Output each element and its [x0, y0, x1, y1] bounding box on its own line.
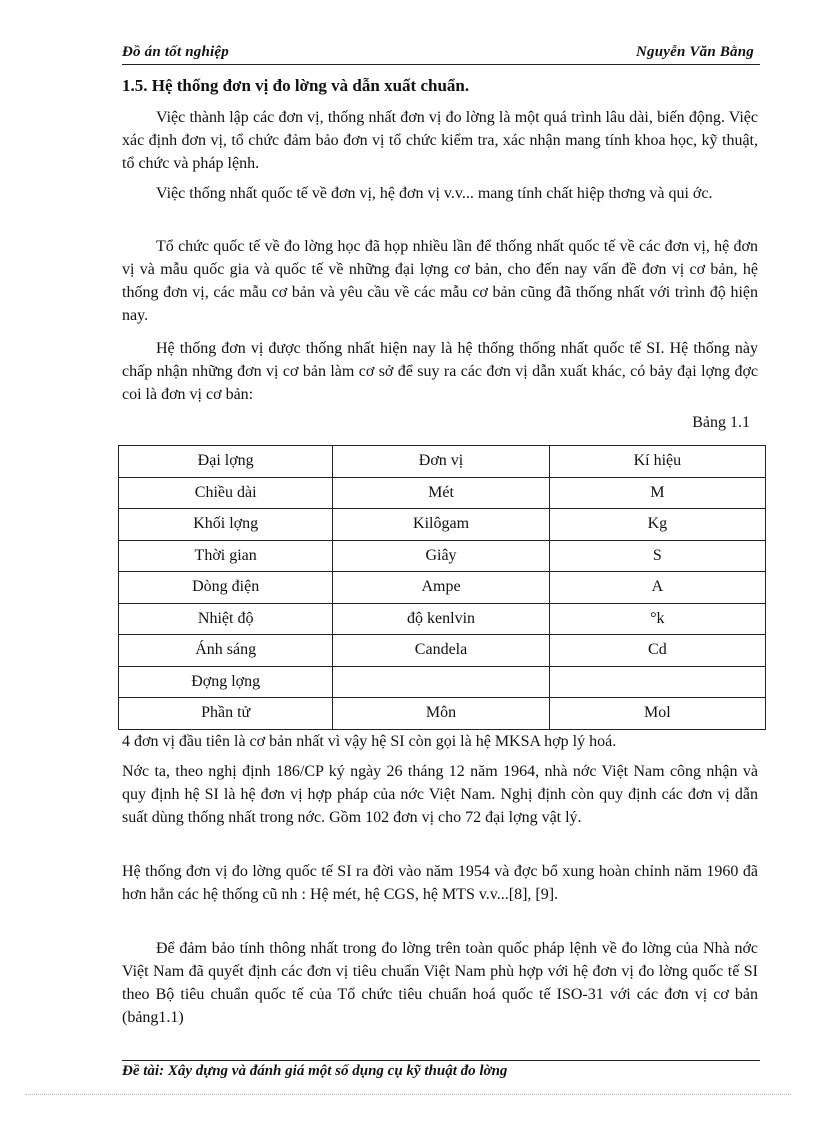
table-cell: Kg	[549, 509, 765, 541]
table-cell: S	[549, 540, 765, 572]
header-cell: Đơn vị	[333, 446, 549, 478]
paragraph-8: Để đảm bảo tính thông nhất trong đo lờng trên toàn quốc pháp lệnh về đo lờng của Nhà nớc Việt Nam đã quyết định các đơn vị tiêu chuẩn Việt Nam phù hợp với hệ đơn vị đo lờng quốc tế SI theo Bộ tiêu chuẩn quốc tế của Tổ chức tiêu chuẩn hoá quốc tế ISO-31 với các đơn vị cơ bản (bảng1.1)	[122, 940, 758, 1026]
header-right-text: Nguyễn Văn Bằng	[635, 44, 754, 60]
table-cell: Mol	[549, 698, 765, 730]
si-units-table	[118, 445, 766, 730]
table-cell: Kilôgam	[333, 509, 549, 541]
table-row	[119, 603, 766, 635]
page-bottom-divider	[25, 1094, 791, 1095]
header-cell: Kí hiệu	[549, 446, 765, 478]
table-cell: Cd	[549, 635, 765, 667]
table-cell: Khối lợng	[119, 509, 333, 541]
table-cell: Candela	[333, 635, 549, 667]
paragraph-6: Nớc ta, theo nghị định 186/CP ký ngày 26 tháng 12 năm 1964, nhà nớc Việt Nam công nhận và quy định hệ SI là hệ đơn vị hợp pháp của nớc Việt Nam. Nghị định còn quy định các đơn vị dẫn suất dùng thống nhất trong nớc. Gồm 102 đơn vị cho 72 đại lợng vật lý.	[122, 763, 758, 826]
table-row	[119, 666, 766, 698]
table-cell: A	[549, 572, 765, 604]
table-cell: Mét	[333, 477, 549, 509]
header-left-text: Đồ án tốt nghiệp	[122, 44, 229, 60]
table-cell: Môn	[333, 698, 549, 730]
footer-text: Đề tài: Xây dựng và đánh giá một số dụng cụ kỹ thuật đo lờng	[122, 1063, 508, 1079]
table-row	[119, 509, 766, 541]
table-caption: Bảng 1.1	[692, 414, 750, 431]
table-cell: độ kenlvin	[333, 603, 549, 635]
table-header-row	[119, 446, 766, 478]
table-row	[119, 477, 766, 509]
paragraph-7: Hệ thống đơn vị đo lờng quốc tế SI ra đời vào năm 1954 và đợc bổ xung hoàn chỉnh năm 1960 đã hơn hẳn các hệ thống cũ nh : Hệ mét, hệ CGS, hệ MTS v.v...[8], [9].	[122, 863, 758, 903]
table-cell: Giây	[333, 540, 549, 572]
paragraph-3: Tổ chức quốc tế về đo lờng học đã họp nhiều lần để thống nhất quốc tế về các đơn vị, hệ đơn vị và mẫu quốc gia và quốc tế về những đại lợng cơ bản, cho đến nay vấn đề đơn vị cơ bản, hệ thống đơn vị, các mẫu cơ bản và yêu cầu về các mẫu cơ bản cũng đã thống nhất với trình độ hiện nay.	[122, 238, 758, 324]
table-cell: Thời gian	[119, 540, 333, 572]
header-cell: Đại lợng	[119, 446, 333, 478]
table-cell: Đợng lợng	[119, 666, 333, 698]
section-title: 1.5. Hệ thống đơn vị đo lờng và dẫn xuất chuẩn.	[122, 76, 470, 95]
table-row	[119, 572, 766, 604]
table-cell: Dòng điện	[119, 572, 333, 604]
table-cell: Nhiệt độ	[119, 603, 333, 635]
table-cell	[333, 666, 549, 698]
page-header	[122, 44, 760, 65]
paragraph-5: 4 đơn vị đầu tiên là cơ bản nhất vì vậy hệ SI còn gọi là hệ MKSA hợp lý hoá.	[122, 733, 617, 750]
paragraph-1: Việc thành lập các đơn vị, thống nhất đơn vị đo lờng là một quá trình lâu dài, biến động. Việc xác định đơn vị, tổ chức đảm bảo đơn vị tổ chức kiểm tra, xác nhận mang tính khoa học, kỹ thuật, tổ chức và pháp lệnh.	[122, 109, 758, 172]
table-cell: M	[549, 477, 765, 509]
paragraph-4: Hệ thống đơn vị được thống nhất hiện nay là hệ thống thống nhất quốc tế SI. Hệ thống này chấp nhận những đơn vị cơ bản làm cơ sở để suy ra các đơn vị dẫn xuất khác, có bảy đại lợng đợc coi là đơn vị cơ bản:	[122, 340, 758, 403]
table-cell	[549, 666, 765, 698]
paragraph-2: Việc thống nhất quốc tế về đơn vị, hệ đơn vị v.v... mang tính chất hiệp thơng và qui ớc.	[156, 185, 713, 202]
page-footer	[122, 1060, 760, 1081]
table-cell: Ampe	[333, 572, 549, 604]
table-row	[119, 698, 766, 730]
table-row	[119, 635, 766, 667]
table-cell: °k	[549, 603, 765, 635]
table-row	[119, 540, 766, 572]
table-cell: Phần tử	[119, 698, 333, 730]
table-cell: Chiều dài	[119, 477, 333, 509]
table-cell: Ánh sáng	[119, 635, 333, 667]
